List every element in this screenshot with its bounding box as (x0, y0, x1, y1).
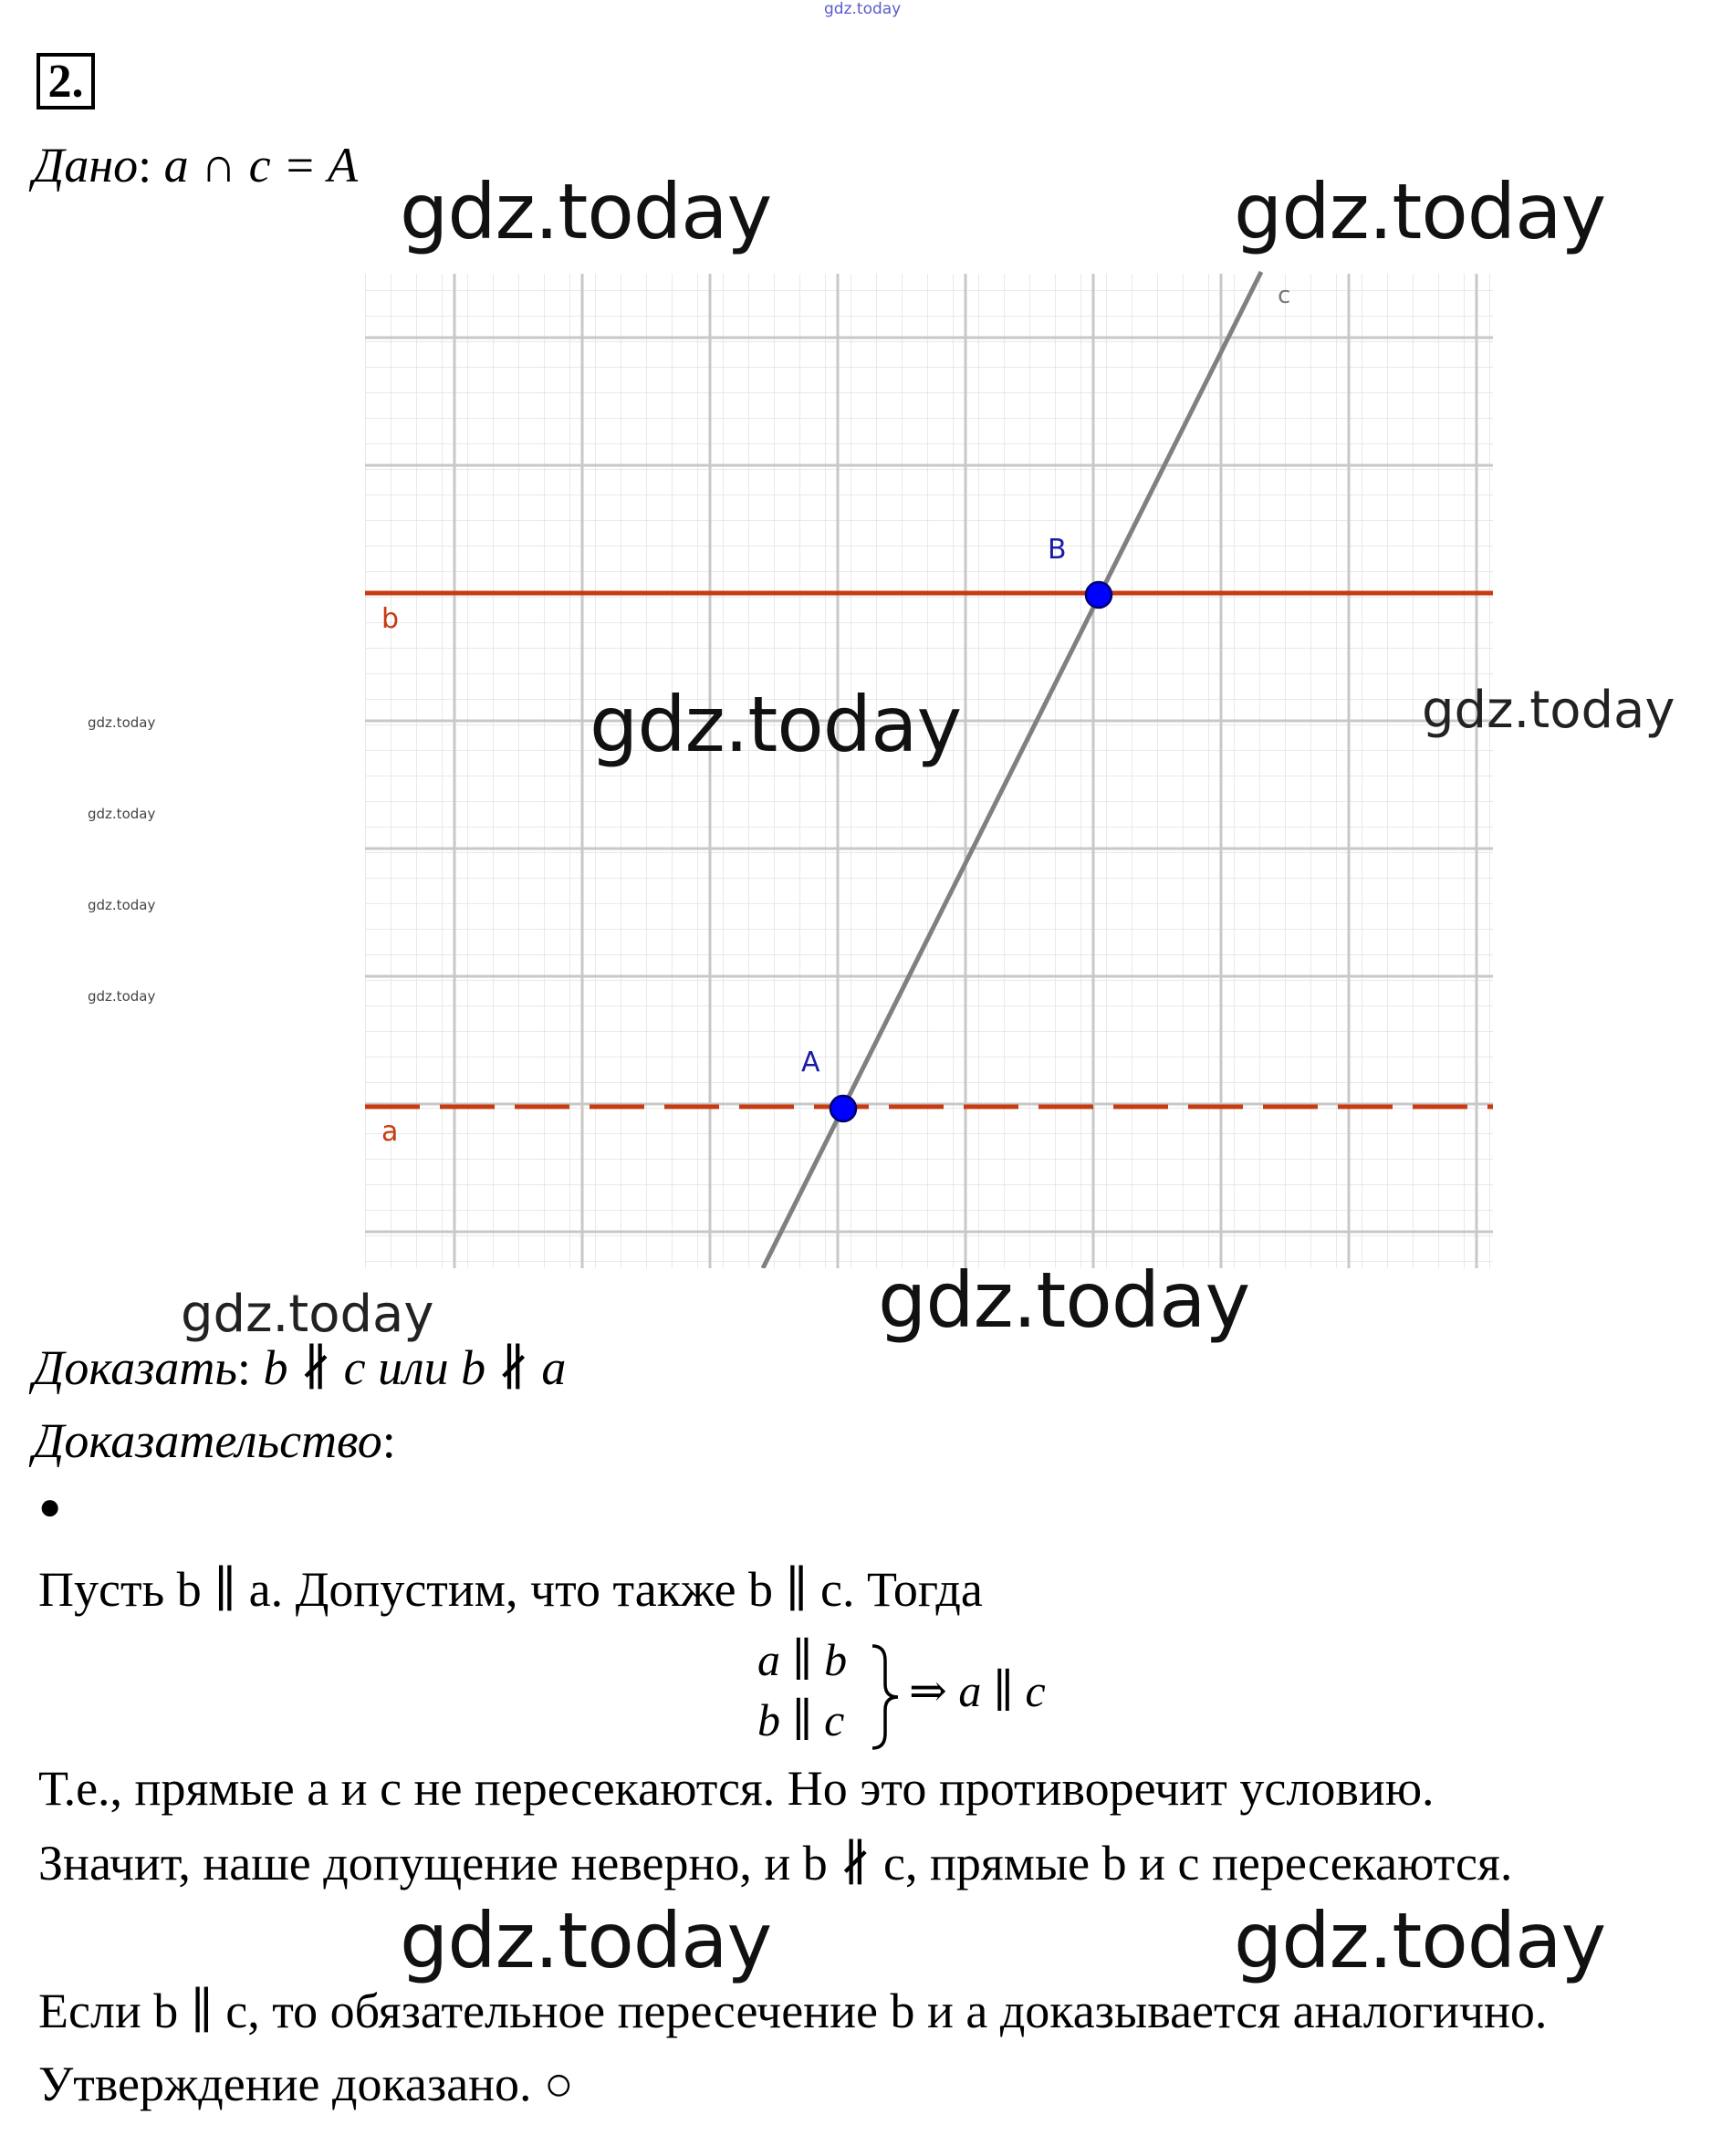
given-line (33, 137, 358, 193)
line-c-label: c (1278, 282, 1291, 309)
proof-line-5: Утверждение доказано. ○ (38, 2057, 574, 2111)
proof-line-4: Если b ∥ c, то обязательное пересечение b и a доказывается аналогично. (38, 1984, 1548, 2038)
prove-colon: : (236, 1340, 251, 1395)
minor-grid (365, 274, 1493, 1268)
line-b-label: b (381, 603, 400, 635)
prove-line (33, 1338, 566, 1396)
watermark-small: gdz.today (88, 897, 156, 913)
proof-colon: : (381, 1413, 396, 1468)
proof-line-3: Значит, наше допущение неверно, и b ∦ c, прямые b и c пересекаются. (38, 1836, 1513, 1890)
watermark: gdz.today (400, 167, 772, 256)
brace-icon (869, 1642, 902, 1752)
watermark-small: gdz.today (88, 714, 156, 731)
watermark: gdz.today (181, 1285, 434, 1344)
proof-line-1: Пусть b ∥ a. Допустим, что также b ∥ c. Тогда (38, 1562, 983, 1617)
proof-heading (33, 1412, 396, 1469)
problem-number: 2. (37, 53, 95, 109)
system-implication: ⇒ a ∥ c (909, 1665, 1046, 1716)
proof-line-2: Т.е., прямые a и c не пересекаются. Но это противоречит условию. (38, 1761, 1435, 1816)
point-b-label: B (1048, 534, 1067, 566)
given-label: Дано (33, 138, 139, 193)
point-a (830, 1096, 856, 1121)
line-a-label: a (381, 1116, 399, 1148)
system-line-1: a ∥ b (757, 1634, 848, 1685)
watermark: gdz.today (878, 1255, 1250, 1345)
point-b (1086, 582, 1111, 608)
watermark: gdz.today (400, 1896, 772, 1985)
proof-label: Доказательство (33, 1413, 382, 1468)
prove-label: Доказать (33, 1340, 237, 1395)
system-line-2: b ∥ c (757, 1694, 845, 1745)
prove-formula: b ∦ c или b ∦ a (263, 1340, 567, 1395)
watermark: gdz.today (1234, 167, 1606, 256)
watermark-small: gdz.today (88, 806, 156, 822)
watermark: gdz.today (1422, 681, 1675, 740)
watermark: gdz.today (590, 680, 962, 769)
point-a-label: A (801, 1047, 820, 1078)
given-formula: a ∩ c = A (163, 138, 359, 193)
given-colon: : (138, 138, 152, 193)
proof-bullet: ● (38, 1486, 62, 1528)
watermark-small: gdz.today (88, 988, 156, 1005)
top-watermark: gdz.today (824, 0, 902, 18)
watermark: gdz.today (1234, 1896, 1606, 1985)
